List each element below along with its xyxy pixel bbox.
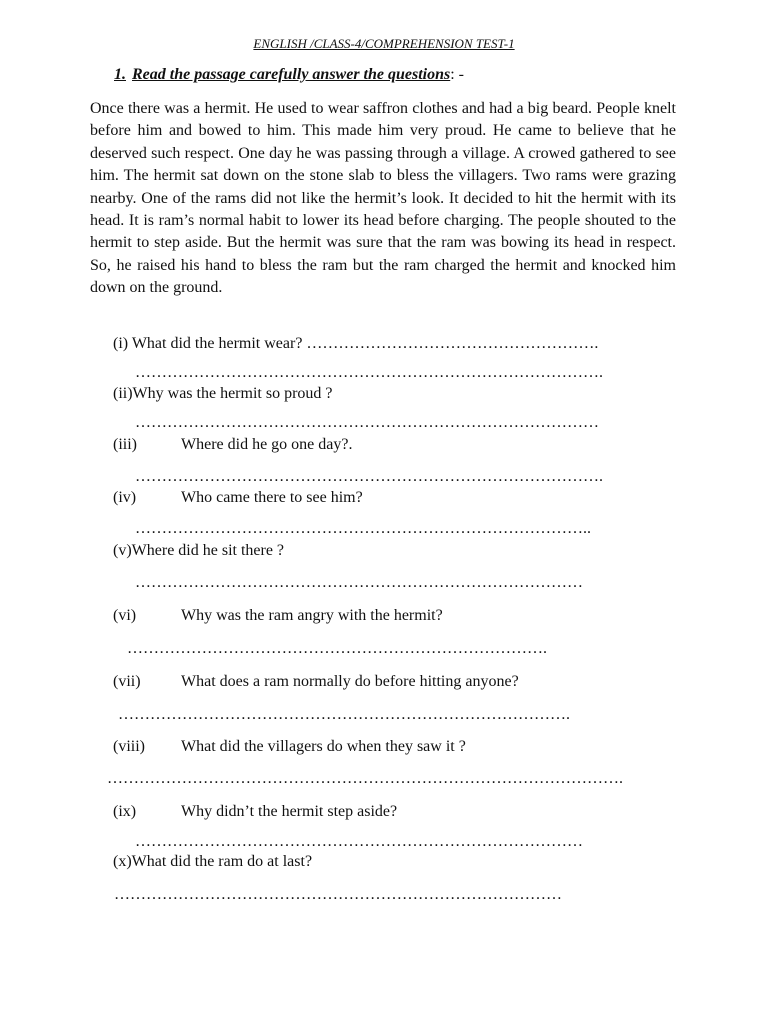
worksheet-header: ENGLISH /CLASS-4/COMPREHENSION TEST-1 — [253, 36, 515, 51]
question-number: (x) — [113, 853, 132, 870]
question-number: (viii) — [113, 738, 145, 755]
answer-line-1[interactable]: ……………………………………………………………………………. — [135, 364, 603, 381]
question-number: (iii) — [113, 436, 137, 453]
question-10 — [113, 853, 312, 871]
answer-blank-inline[interactable]: ………………………………………………. — [302, 335, 599, 352]
question-number: (v) — [113, 542, 132, 559]
instruction-heading — [114, 66, 464, 84]
question-number: (ix) — [113, 803, 137, 820]
answer-line-5[interactable]: ………………………………………………………………………… — [135, 574, 583, 591]
reading-passage: Once there was a hermit. He used to wear saffron clothes and had a big beard. People knelt before him and bowed to him. This made him very proud. He came to believe that he deserved such respect. One day he was passing through a village. A crowed gathered to see him. The hermit sat down on the stone slab to bless the villagers. Two rams were grazing nearby. One of the rams did not like the hermit’s look. It decided to hit the hermit with its head. It is ram’s normal habit to lower its head before charging. The people shouted to the hermit to step aside. But the hermit was sure that the ram was bowing its head in respect. So, he raised his hand to bless the ram but the ram charged the hermit and knocked him down on the ground. — [90, 100, 676, 297]
instruction-number: 1. — [114, 66, 126, 83]
answer-line-8[interactable]: ……………………………………………………………………………………. — [107, 770, 623, 787]
question-text: Who came there to see him? — [181, 489, 363, 506]
question-text: What did the villagers do when they saw it ? — [181, 738, 466, 755]
answer-line-2[interactable]: …………………………………………………………………………… — [135, 414, 599, 431]
question-text: What did the ram do at last? — [131, 853, 313, 870]
question-number: (i) — [113, 335, 129, 352]
question-text: What does a ram normally do before hitting anyone? — [181, 673, 519, 690]
answer-line-4[interactable]: ………………………………………………………………………….. — [135, 520, 591, 537]
question-text: What did the hermit wear? — [131, 335, 303, 352]
question-text: Why didn’t the hermit step aside? — [181, 803, 398, 820]
question-text: Why was the ram angry with the hermit? — [181, 607, 443, 624]
answer-line-3[interactable]: ……………………………………………………………………………. — [135, 468, 603, 485]
question-8 — [113, 738, 466, 756]
answer-line-10[interactable]: ………………………………………………………………………… — [114, 886, 562, 903]
question-number: (vi) — [113, 607, 137, 624]
question-text: Why was the hermit so proud ? — [132, 385, 333, 402]
instruction-text: Read the passage carefully answer the questions — [132, 66, 451, 83]
question-3 — [113, 436, 352, 454]
answer-line-6[interactable]: ……………………………………………………………………. — [127, 640, 547, 657]
question-text: Where did he go one day?. — [181, 436, 353, 453]
answer-line-9[interactable]: ………………………………………………………………………… — [135, 833, 583, 850]
answer-line-7[interactable]: …………………………………………………………………………. — [118, 706, 570, 723]
question-text: Where did he sit there ? — [131, 542, 285, 559]
question-5 — [113, 542, 284, 560]
instruction-suffix: : - — [450, 66, 465, 83]
question-number: (iv) — [113, 489, 137, 506]
question-7 — [113, 673, 519, 691]
question-9 — [113, 803, 397, 821]
question-1 — [113, 335, 598, 353]
question-6 — [113, 607, 443, 625]
question-number: (vii) — [113, 673, 141, 690]
question-number: (ii) — [113, 385, 133, 402]
question-2 — [113, 385, 333, 403]
question-4 — [113, 489, 363, 507]
